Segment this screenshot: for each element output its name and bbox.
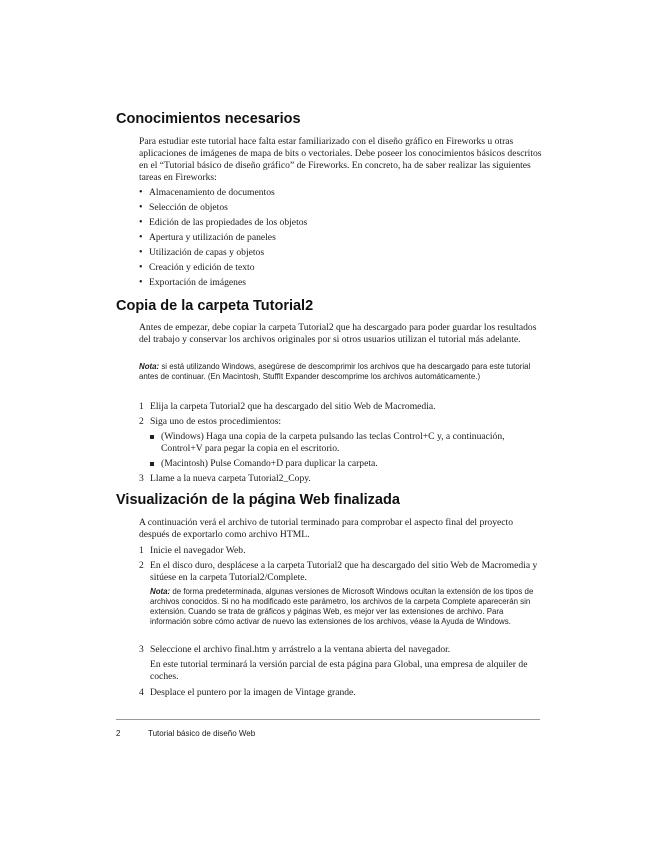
copy-intro-paragraph: Antes de empezar, debe copiar la carpeta Tutorial2 que ha descargado para poder guardar los resultados del trabajo y conservar los archivos originales por si otros usuarios utilizan el tutorial más adelante. xyxy=(139,322,537,345)
step-text: Desplace el puntero por la imagen de Vintage grande. xyxy=(150,687,356,698)
substep-windows xyxy=(150,431,544,455)
skills-list xyxy=(139,185,307,290)
step-3-detail: En este tutorial terminará la versión parcial de esta página para Global, una empresa de alquiler de coches. xyxy=(150,659,528,682)
square-bullet-icon xyxy=(150,462,154,466)
step-text: Siga uno de estos procedimientos: xyxy=(150,416,282,427)
step-text: Inicie el navegador Web. xyxy=(150,545,246,556)
list-item: • Apertura y utilización de paneles xyxy=(139,230,307,245)
substep-mac xyxy=(150,458,544,470)
step-1 xyxy=(139,401,544,413)
step-3 xyxy=(139,644,544,656)
heading-conocimientos: Conocimientos necesarios xyxy=(116,111,301,127)
note-text: de forma predeterminada, algunas versiones de Microsoft Windows ocultan la extensión de los tipos de archivos conocidos. Si no ha modificado este parámetro, los archivos de la carpeta Complete aparecerán sin extensión. Cuando se trata de gráficos y páginas Web, es mejor ver las extensiones de archivo. Para información sobre cómo activar de nuevo las extensiones de los archivos, véase la Ayuda de Windows. xyxy=(150,587,534,626)
step-number: 2 xyxy=(139,416,144,427)
step-number: 1 xyxy=(139,545,144,556)
substep-text: (Windows) Haga una copia de la carpeta pulsando las teclas Control+C y, a continuación, Control+V para pegar la copia en el escritorio. xyxy=(161,431,505,454)
note-extensions xyxy=(150,587,542,627)
footer-divider xyxy=(116,719,540,720)
note-text: si está utilizando Windows, asegúrese de descomprimir los archivos que ha descargado para este tutorial antes de continuar. (En Macintosh, StuffIt Expander descomprime los archivos automáticamente.) xyxy=(139,362,531,381)
heading-visualizacion: Visualización de la página Web finalizada xyxy=(116,492,400,508)
list-item: • Creación y edición de texto xyxy=(139,260,307,275)
step-2 xyxy=(139,560,544,584)
step-text: En el disco duro, desplácese a la carpeta Tutorial2 que ha descargado del sitio Web de Macromedia y sitúese en la carpeta Tutorial2/Complete. xyxy=(150,560,538,583)
page-number: 2 xyxy=(116,729,121,738)
step-number: 1 xyxy=(139,401,144,412)
list-item: • Selección de objetos xyxy=(139,200,307,215)
substep-text: (Macintosh) Pulse Comando+D para duplicar la carpeta. xyxy=(161,458,378,469)
step-2 xyxy=(139,416,544,428)
intro-paragraph: Para estudiar este tutorial hace falta estar familiarizado con el diseño gráfico en Fireworks u otras aplicaciones de imágenes de mapa de bits o vectoriales. Debe poseer los conocimientos básicos descritos en el “Tutorial básico de diseño gráfico” de Fireworks. En concreto, ha de saber realizar las siguientes tareas en Fireworks: xyxy=(139,136,542,183)
step-number: 2 xyxy=(139,560,144,571)
step-text: Llame a la nueva carpeta Tutorial2_Copy. xyxy=(150,473,311,484)
step-text: Seleccione el archivo final.htm y arrástrelo a la ventana abierta del navegador. xyxy=(150,644,451,655)
note-label: Nota: xyxy=(150,587,171,596)
note-label: Nota: xyxy=(139,362,160,371)
list-item: • Edición de las propiedades de los objetos xyxy=(139,215,307,230)
view-intro-paragraph: A continuación verá el archivo de tutorial terminado para comprobar el aspecto final del proyecto después de exportarlo como archivo HTML. xyxy=(139,517,514,540)
step-3 xyxy=(139,473,544,485)
step-number: 3 xyxy=(139,644,144,655)
step-4 xyxy=(139,687,544,699)
step-number: 4 xyxy=(139,687,144,698)
heading-copia: Copia de la carpeta Tutorial2 xyxy=(116,298,314,314)
list-item: • Almacenamiento de documentos xyxy=(139,185,307,200)
step-1 xyxy=(139,545,544,557)
note-windows xyxy=(139,362,542,382)
footer-doc-title: Tutorial básico de diseño Web xyxy=(148,729,256,738)
step-text: Elija la carpeta Tutorial2 que ha descargado del sitio Web de Macromedia. xyxy=(150,401,436,412)
step-number: 3 xyxy=(139,473,144,484)
square-bullet-icon xyxy=(150,435,154,439)
list-item: • Utilización de capas y objetos xyxy=(139,245,307,260)
list-item: • Exportación de imágenes xyxy=(139,275,307,290)
